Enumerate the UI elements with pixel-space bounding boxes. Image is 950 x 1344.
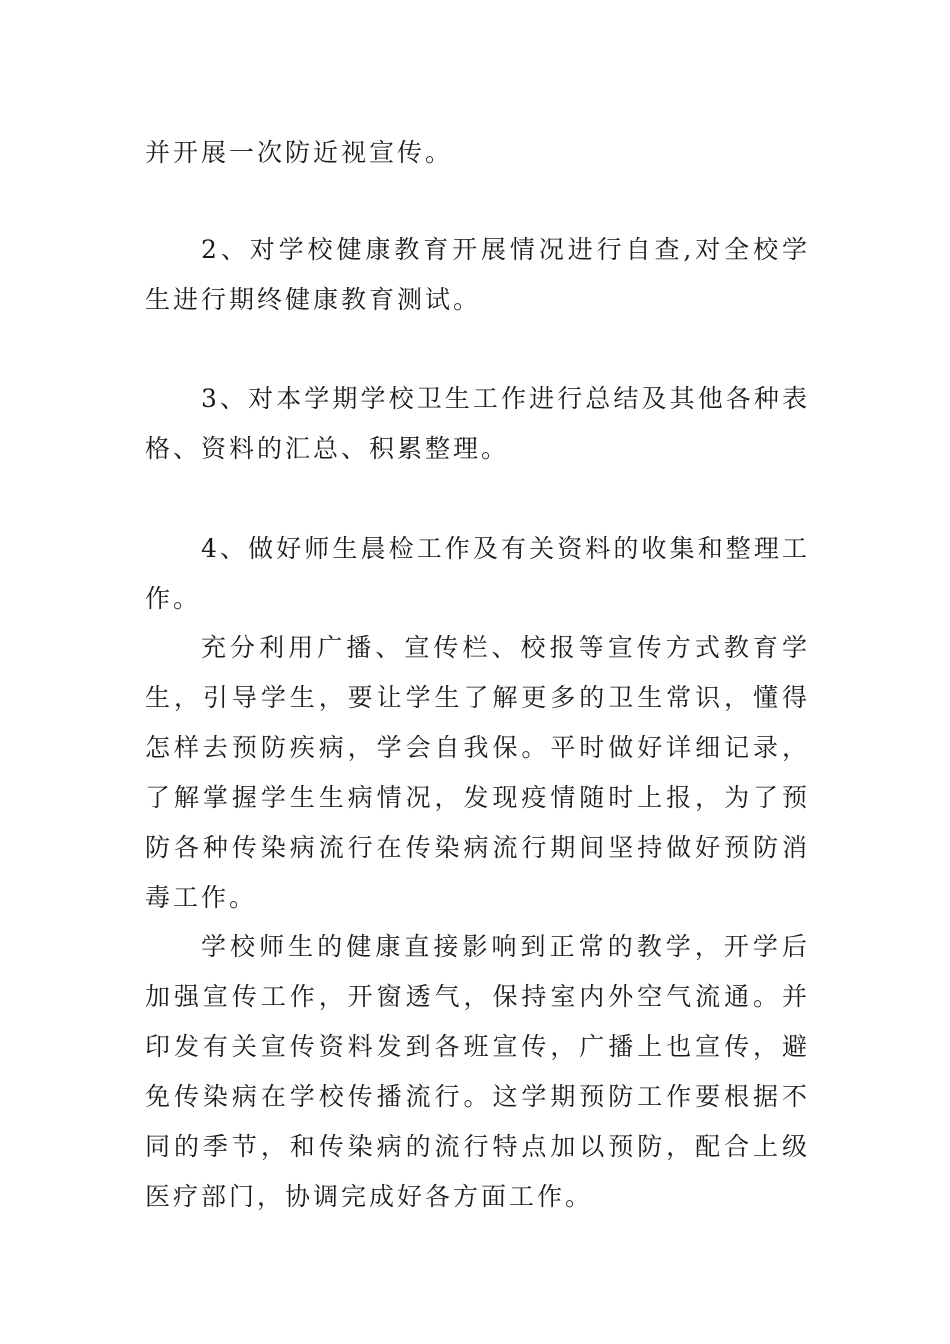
- paragraph-item-4: 4、做好师生晨检工作及有关资料的收集和整理工作。: [145, 534, 810, 613]
- paragraph-publicity: 充分利用广播、宣传栏、校报等宣传方式教育学生，引导学生，要让学生了解更多的卫生常识，懂得怎样去预防疾病，学会自我保。平时做好详细记录，了解掌握学生生病情况，发现疫情随时上报，为了预防各种传染病流行在传染病流行期间坚持做好预防消毒工作。: [145, 633, 810, 912]
- paragraph-continuation: 并开展一次防近视宣传。: [145, 138, 454, 167]
- paragraph-item-2: 2、对学校健康教育开展情况进行自查,对全校学生进行期终健康教育测试。: [145, 235, 810, 314]
- paragraph-item-3: 3、对本学期学校卫生工作进行总结及其他各种表格、资料的汇总、积累整理。: [145, 384, 810, 463]
- paragraph-health: 学校师生的健康直接影响到正常的教学，开学后加强宣传工作，开窗透气，保持室内外空气流通。并印发有关宣传资料发到各班宣传，广播上也宣传，避免传染病在学校传播流行。这学期预防工作要根据不同的季节，和传染病的流行特点加以预防，配合上级医疗部门，协调完成好各方面工作。: [145, 932, 810, 1211]
